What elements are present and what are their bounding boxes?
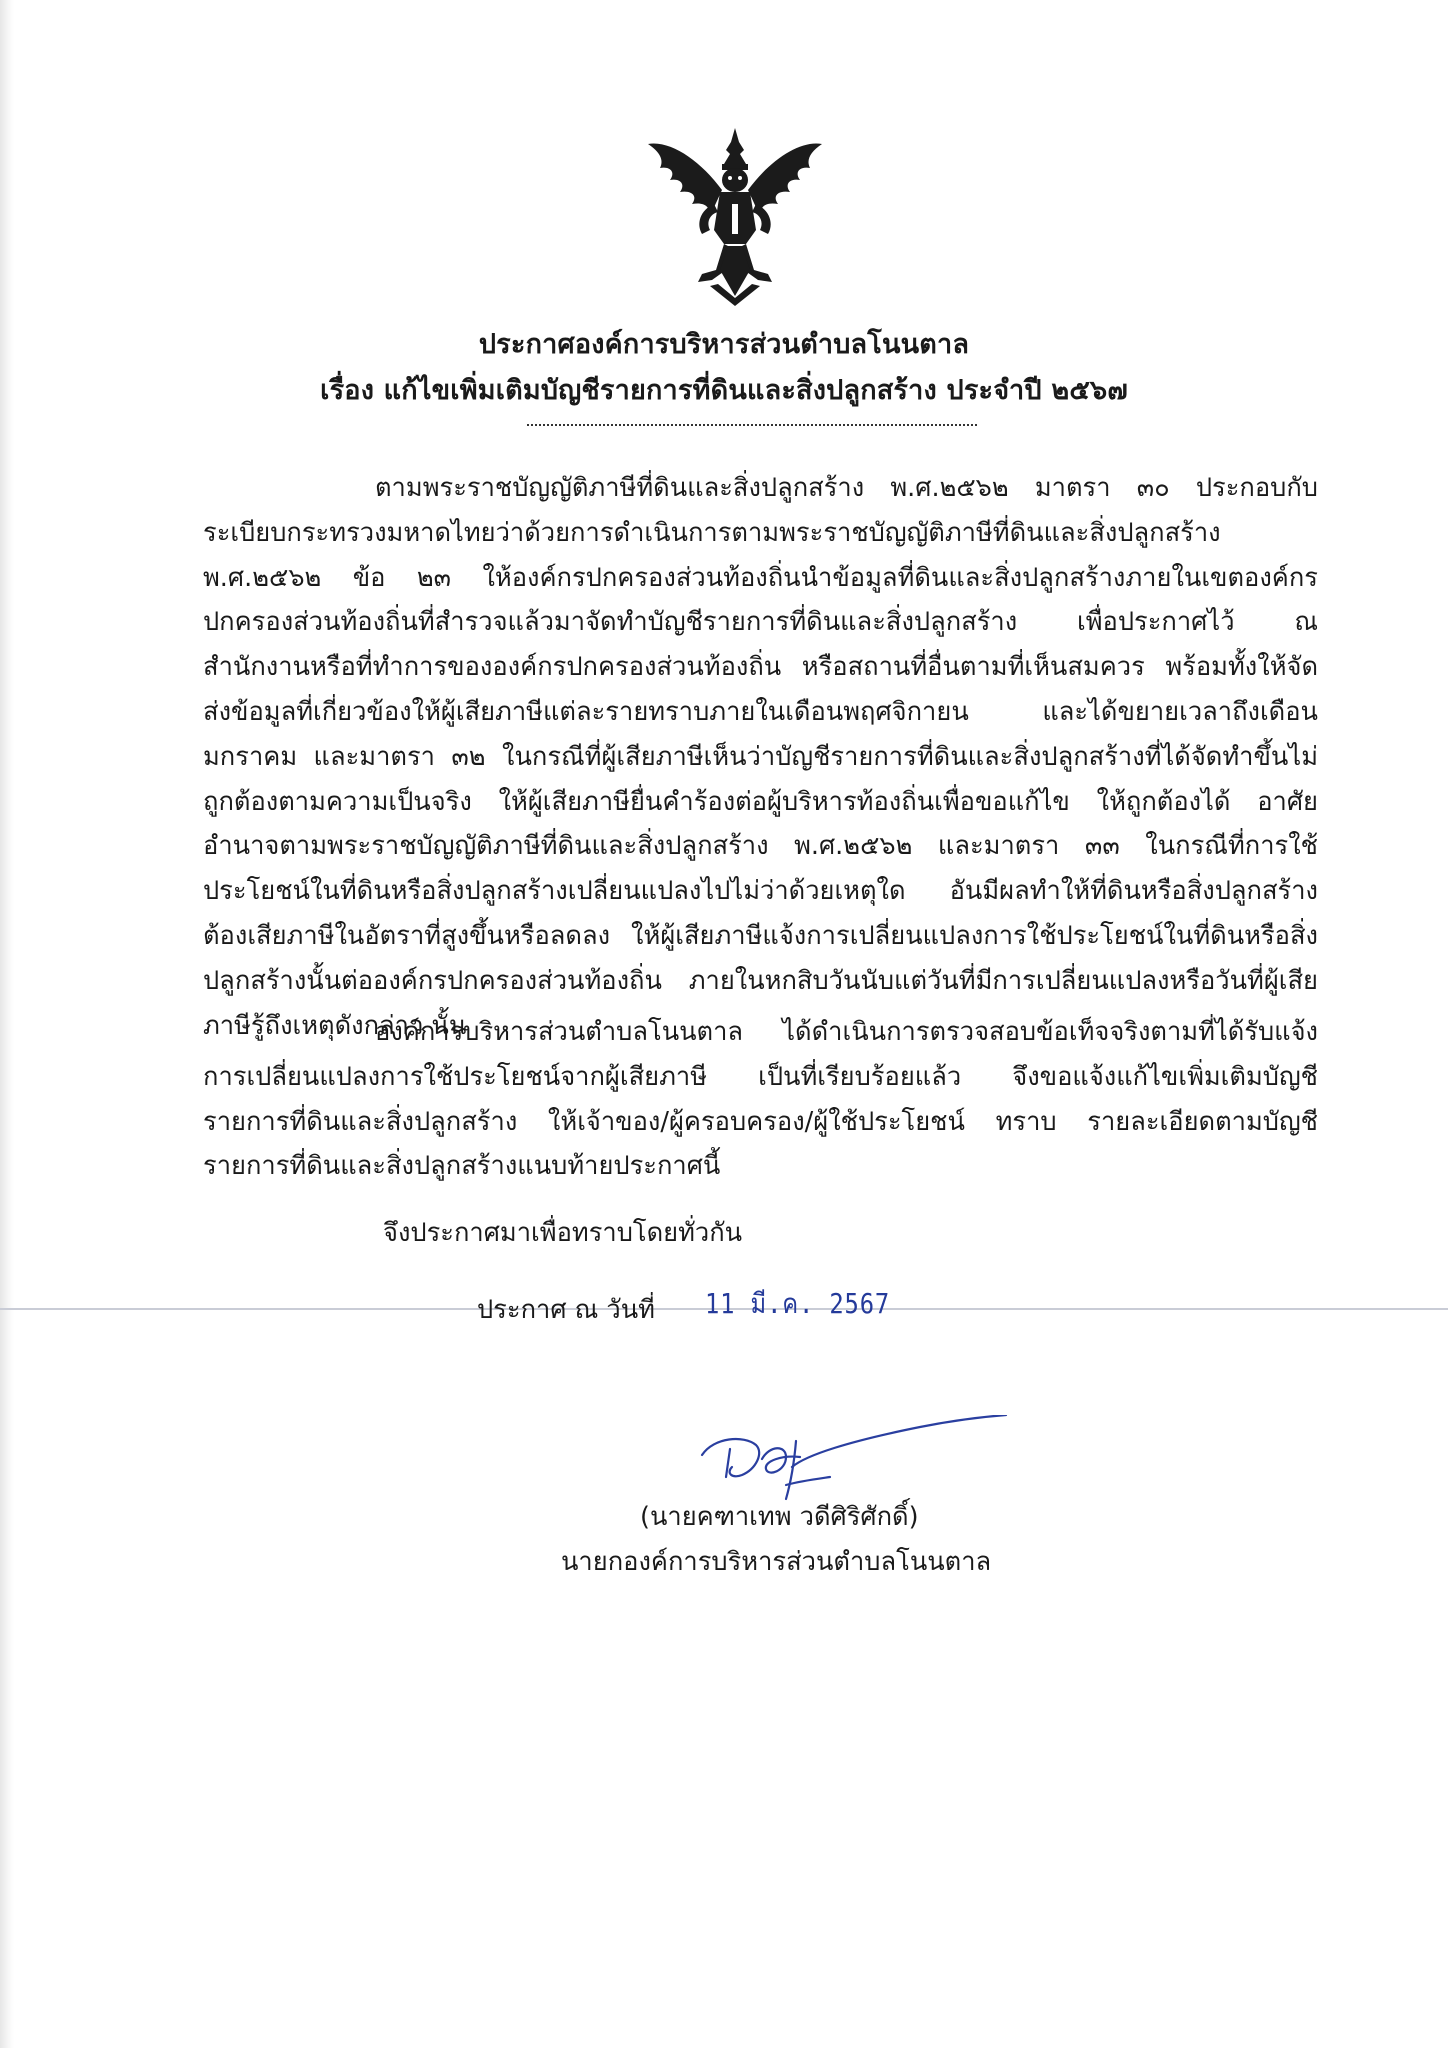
garuda-emblem-icon bbox=[640, 120, 830, 310]
body-paragraph-1 bbox=[203, 466, 1318, 1048]
body-paragraph-2 bbox=[203, 1010, 1318, 1189]
date-label: ประกาศ ณ วันที่ bbox=[477, 1295, 655, 1325]
stamped-date: 11 มี.ค. 2567 bbox=[705, 1287, 891, 1320]
signatory-name: (นายคฑาเทพ วดีศิริศักดิ์) bbox=[640, 1502, 919, 1532]
paragraph-text: องค์การบริหารส่วนตำบลโนนตาล ได้ดำเนินการตรวจสอบข้อเท็จจริงตามที่ได้รับแจ้งการเปลี่ยนแปลงการใช้ประโยชน์จากผู้เสียภาษี เป็นที่เรียบร้อยแล้ว จึงขอแจ้งแก้ไขเพิ่มเติมบัญชีรายการที่ดินและสิ่งปลูกสร้าง ให้เจ้าของ/ผู้ครอบครอง/ผู้ใช้ประโยชน์ ทราบ รายละเอียดตามบัญชีรายการที่ดินและสิ่งปลูกสร้างแนบท้ายประกาศนี้ bbox=[203, 1017, 1318, 1182]
announcement-title: ประกาศองค์การบริหารส่วนตำบลโนนตาล bbox=[478, 329, 970, 360]
scan-edge-shadow bbox=[0, 0, 14, 2048]
closing-statement: จึงประกาศมาเพื่อทราบโดยทั่วกัน bbox=[383, 1218, 743, 1248]
dotted-separator bbox=[527, 424, 977, 426]
paragraph-text: ตามพระราชบัญญัติภาษีที่ดินและสิ่งปลูกสร้าง พ.ศ.๒๕๖๒ มาตรา ๓๐ ประกอบกับระเบียบกระทรวงมหาดไทยว่าด้วยการดำเนินการตามพระราชบัญญัติภาษีที่ดินและสิ่งปลูกสร้าง พ.ศ.๒๕๖๒ ข้อ ๒๓ ให้องค์กรปกครองส่วนท้องถิ่นนำข้อมูลที่ดินและสิ่งปลูกสร้างภายในเขตองค์กรปกครองส่วนท้องถิ่นที่สำรวจแล้วมาจัดทำบัญชีรายการที่ดินและสิ่งปลูกสร้าง เพื่อประกาศไว้ ณ สำนักงานหรือที่ทำการขององค์กรปกครองส่วนท้องถิ่น หรือสถานที่อื่นตามที่เห็นสมควร พร้อมทั้งให้จัดส่งข้อมูลที่เกี่ยวข้องให้ผู้เสียภาษีแต่ละรายทราบภายในเดือนพฤศจิกายน และได้ขยายเวลาถึงเดือนมกราคม และมาตรา ๓๒ ในกรณีที่ผู้เสียภาษีเห็นว่าบัญชีรายการที่ดินและสิ่งปลูกสร้างที่ได้จัดทำขึ้นไม่ถูกต้องตามความเป็นจริง ให้ผู้เสียภาษียื่นคำร้องต่อผู้บริหารท้องถิ่นเพื่อขอแก้ไข ให้ถูกต้องได้ อาศัยอำนาจตามพระราชบัญญัติภาษีที่ดินและสิ่งปลูกสร้าง พ.ศ.๒๕๖๒ และมาตรา ๓๓ ในกรณีที่การใช้ประโยชน์ในที่ดินหรือสิ่งปลูกสร้างเปลี่ยนแปลงไปไม่ว่าด้วยเหตุใด อันมีผลทำให้ที่ดินหรือสิ่งปลูกสร้างต้องเสียภาษีในอัตราที่สูงขึ้นหรือลดลง ให้ผู้เสียภาษีแจ้งการเปลี่ยนแปลงการใช้ประโยชน์ในที่ดินหรือสิ่งปลูกสร้างนั้นต่อองค์กรปกครองส่วนท้องถิ่น ภายในหกสิบวันนับแต่วันที่มีการเปลี่ยนแปลงหรือวันที่ผู้เสียภาษีรู้ถึงเหตุดังกล่าว นั้น bbox=[203, 473, 1318, 1041]
announcement-subject: เรื่อง แก้ไขเพิ่มเติมบัญชีรายการที่ดินและสิ่งปลูกสร้าง ประจำปี ๒๕๖๗ bbox=[320, 375, 1128, 406]
signatory-position: นายกองค์การบริหารส่วนตำบลโนนตาล bbox=[561, 1547, 992, 1577]
